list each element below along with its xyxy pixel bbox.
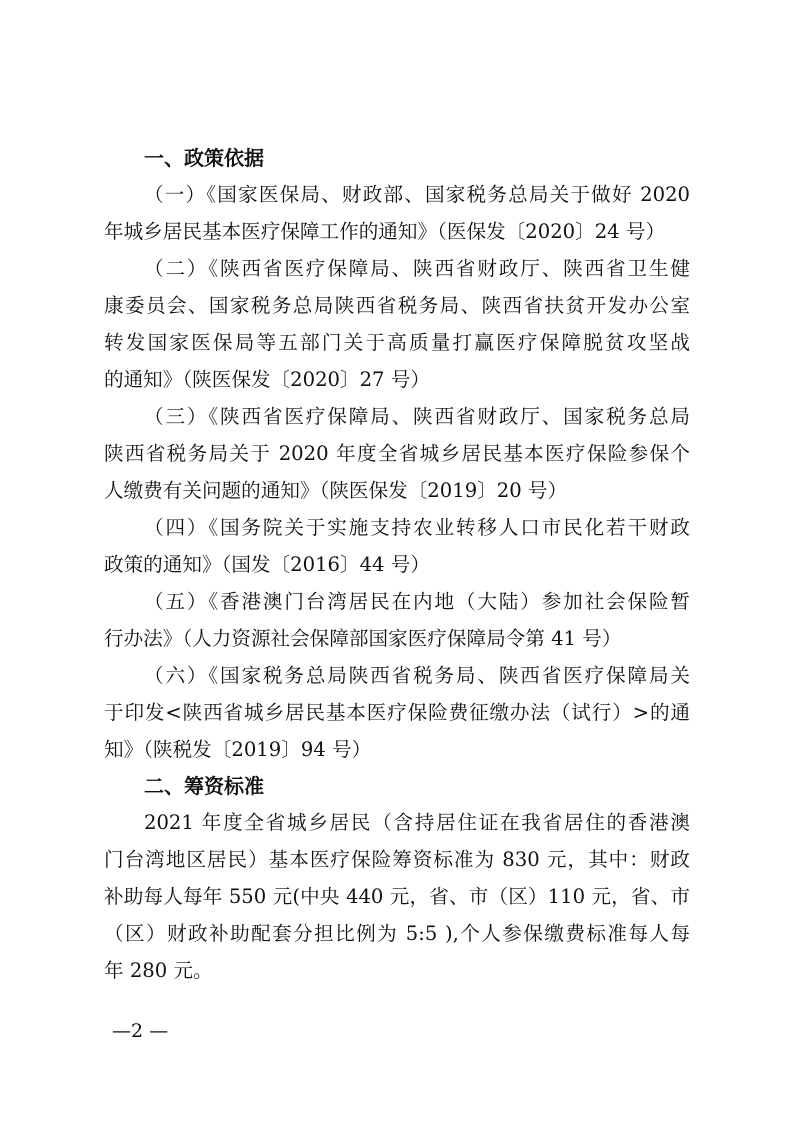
section-heading-policy-basis: 一、政策依据 xyxy=(144,146,264,170)
text-line: 年 280 元。 xyxy=(104,959,213,982)
text-line: （六）《国家税务总局陕西省税务局、陕西省医疗保障局关 xyxy=(144,664,690,687)
text-line: 于印发<陕西省城乡居民基本医疗保险费征缴办法（试行）>的通 xyxy=(104,701,690,724)
text-line: 知》（陕税发〔2019〕94 号） xyxy=(104,738,372,761)
text-line: （五）《香港澳门台湾居民在内地（大陆）参加社会保险暂 xyxy=(144,590,690,613)
text-line: 陕西省税务局关于 2020 年度全省城乡居民基本医疗保险参保个 xyxy=(104,442,690,465)
policy-item-3 xyxy=(104,398,690,509)
document-body xyxy=(104,140,690,989)
policy-item-5 xyxy=(104,583,690,657)
policy-item-1 xyxy=(104,176,690,250)
text-line: 年城乡居民基本医疗保障工作的通知》（医保发〔2020〕24 号） xyxy=(104,220,666,243)
text-line: （四）《国务院关于实施支持农业转移人口市民化若干财政 xyxy=(144,516,690,539)
text-line: 政策的通知》（国发〔2016〕44 号） xyxy=(104,553,430,576)
text-line: 行办法》（人力资源社会保障部国家医疗保障局令第 41 号） xyxy=(104,627,622,650)
text-line: 的通知》（陕医保发〔2020〕27 号） xyxy=(104,368,430,391)
policy-item-6 xyxy=(104,657,690,768)
policy-item-2 xyxy=(104,250,690,398)
text-line: 2021 年度全省城乡居民（含持居住证在我省居住的香港澳 xyxy=(144,811,690,834)
text-line: （区）财政补助配套分担比例为 5:5 ),个人参保缴费标准每人每 xyxy=(104,922,690,945)
funding-standard-paragraph xyxy=(104,804,690,989)
text-line: （三）《陕西省医疗保障局、陕西省财政厅、国家税务总局 xyxy=(144,405,690,428)
text-line: 康委员会、国家税务总局陕西省税务局、陕西省扶贫开发办公室 xyxy=(104,294,690,317)
text-line: 人缴费有关问题的通知》（陕医保发〔2019〕20 号） xyxy=(104,479,568,502)
policy-item-4 xyxy=(104,509,690,583)
text-line: 补助每人每年 550 元(中央 440 元，省、市（区）110 元，省、市 xyxy=(104,885,690,908)
text-line: （一）《国家医保局、财政部、国家税务总局关于做好 2020 xyxy=(144,183,690,206)
text-line: 转发国家医保局等五部门关于高质量打赢医疗保障脱贫攻坚战 xyxy=(104,331,690,354)
page-number: —2 — xyxy=(112,1020,169,1042)
section-heading-funding-standard: 二、筹资标准 xyxy=(144,774,264,798)
text-line: （二）《陕西省医疗保障局、陕西省财政厅、陕西省卫生健 xyxy=(144,257,690,280)
text-line: 门台湾地区居民）基本医疗保险筹资标准为 830 元，其中：财政 xyxy=(104,848,690,871)
